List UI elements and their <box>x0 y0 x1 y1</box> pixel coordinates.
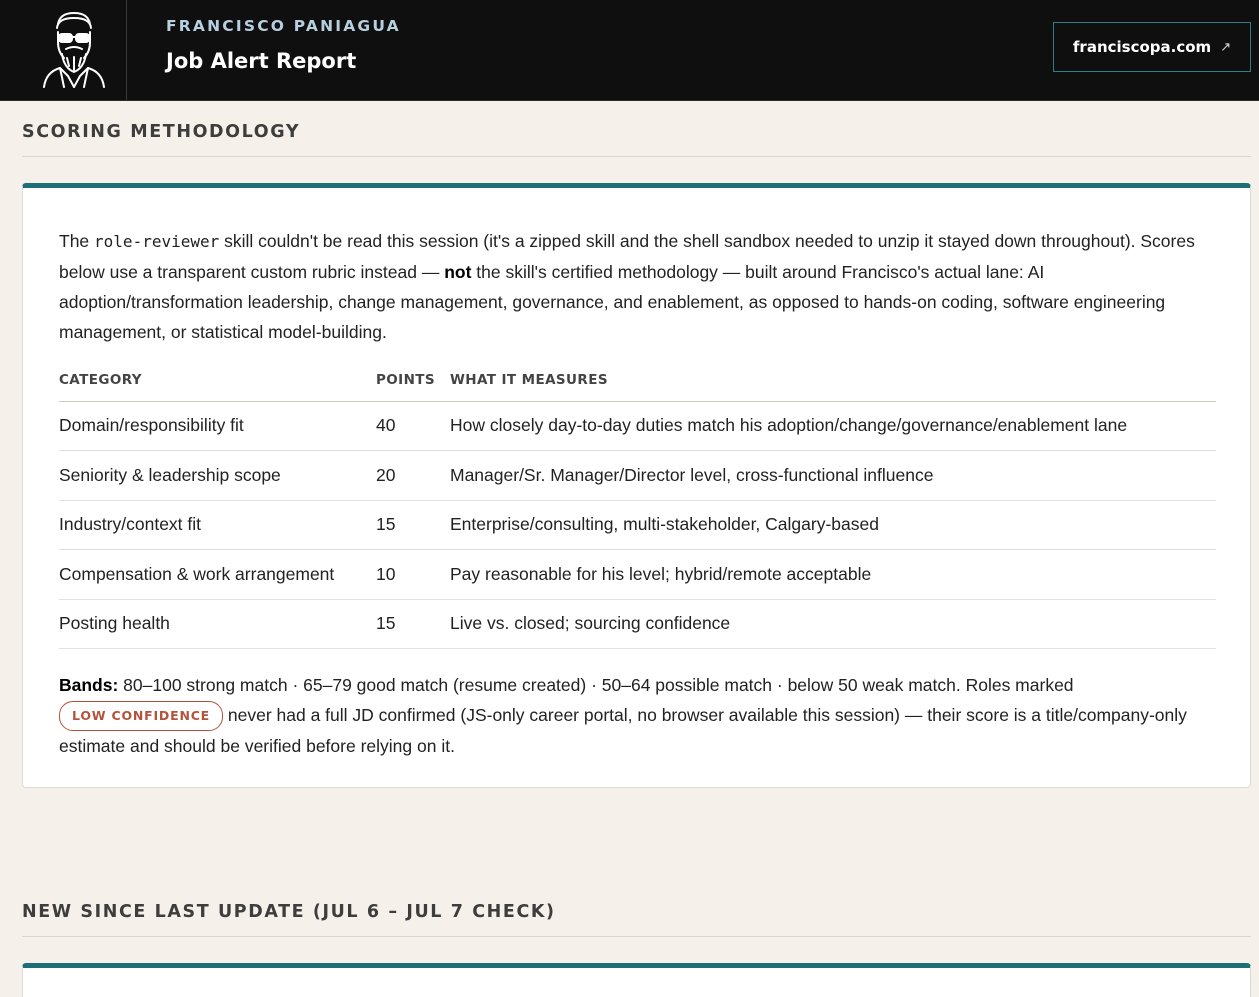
points-cell: 10 <box>376 550 450 600</box>
category-cell: Seniority & leadership scope <box>59 451 376 501</box>
category-cell: Posting health <box>59 599 376 649</box>
measures-cell: Pay reasonable for his level; hybrid/remote acceptable <box>450 550 1216 600</box>
website-link-label: franciscopa.com <box>1072 38 1212 56</box>
new-jobs-card <box>22 963 1251 997</box>
category-cell: Industry/context fit <box>59 500 376 550</box>
table-row <box>59 401 1216 451</box>
website-link-button[interactable] <box>1053 22 1251 72</box>
report-title: Job Alert Report <box>166 49 357 73</box>
category-cell: Compensation & work arrangement <box>59 550 376 600</box>
new-since-last-update-title: NEW SINCE LAST UPDATE (JUL 6 – JUL 7 CHECK) <box>22 902 556 922</box>
scoring-methodology-title: SCORING METHODOLOGY <box>22 122 301 142</box>
points-cell: 40 <box>376 401 450 451</box>
brand-name: FRANCISCO PANIAGUA <box>166 17 401 35</box>
measures-cell: How closely day-to-day duties match his adoption/change/governance/enablement lane <box>450 401 1216 451</box>
column-header-points: POINTS <box>376 360 450 401</box>
table-header-row <box>59 360 1216 401</box>
score-bands-note: Bands: 80–100 strong match · 65–79 good match (resume created) · 50–64 possible match · below 50 weak match. Roles marked LOW CONFIDENCE never had a full JD confirmed (JS-only career portal, no browser available this session) — their score is a title/company-only estimate and should be verified before relying on it. <box>59 675 1187 757</box>
table-row <box>59 451 1216 501</box>
logo-box <box>0 0 127 100</box>
column-header-category: CATEGORY <box>59 360 376 401</box>
page-header <box>0 0 1259 101</box>
points-cell: 20 <box>376 451 450 501</box>
table-row <box>59 500 1216 550</box>
skill-name-code: role-reviewer <box>94 232 220 251</box>
points-cell: 15 <box>376 599 450 649</box>
table-row <box>59 599 1216 649</box>
section-divider <box>22 156 1251 157</box>
measures-cell: Manager/Sr. Manager/Director level, cross-functional influence <box>450 451 1216 501</box>
column-header-measures: WHAT IT MEASURES <box>450 360 1216 401</box>
section-divider <box>22 936 1251 937</box>
table-row <box>59 550 1216 600</box>
bands-label: Bands: <box>59 675 119 695</box>
low-confidence-badge: LOW CONFIDENCE <box>59 701 223 731</box>
methodology-intro: The role-reviewer skill couldn't be read this session (it's a zipped skill and the shell sandbox needed to unzip it stayed down throughout). Scores below use a transparent custom rubric instead — not the skill's certified methodology — built around Francisco's actual lane: AI adoption/transformation leadership, change management, governance, and enablement, as opposed to hands-on coding, software engineering management, or statistical model-building. <box>59 231 1195 342</box>
points-cell: 15 <box>376 500 450 550</box>
external-link-arrow-icon: ↗ <box>1220 39 1232 55</box>
measures-cell: Live vs. closed; sourcing confidence <box>450 599 1216 649</box>
methodology-card <box>22 183 1251 788</box>
scoring-rubric-table <box>59 360 1216 649</box>
bearded-man-with-sunglasses-icon <box>38 10 110 88</box>
category-cell: Domain/responsibility fit <box>59 401 376 451</box>
measures-cell: Enterprise/consulting, multi-stakeholder, Calgary-based <box>450 500 1216 550</box>
